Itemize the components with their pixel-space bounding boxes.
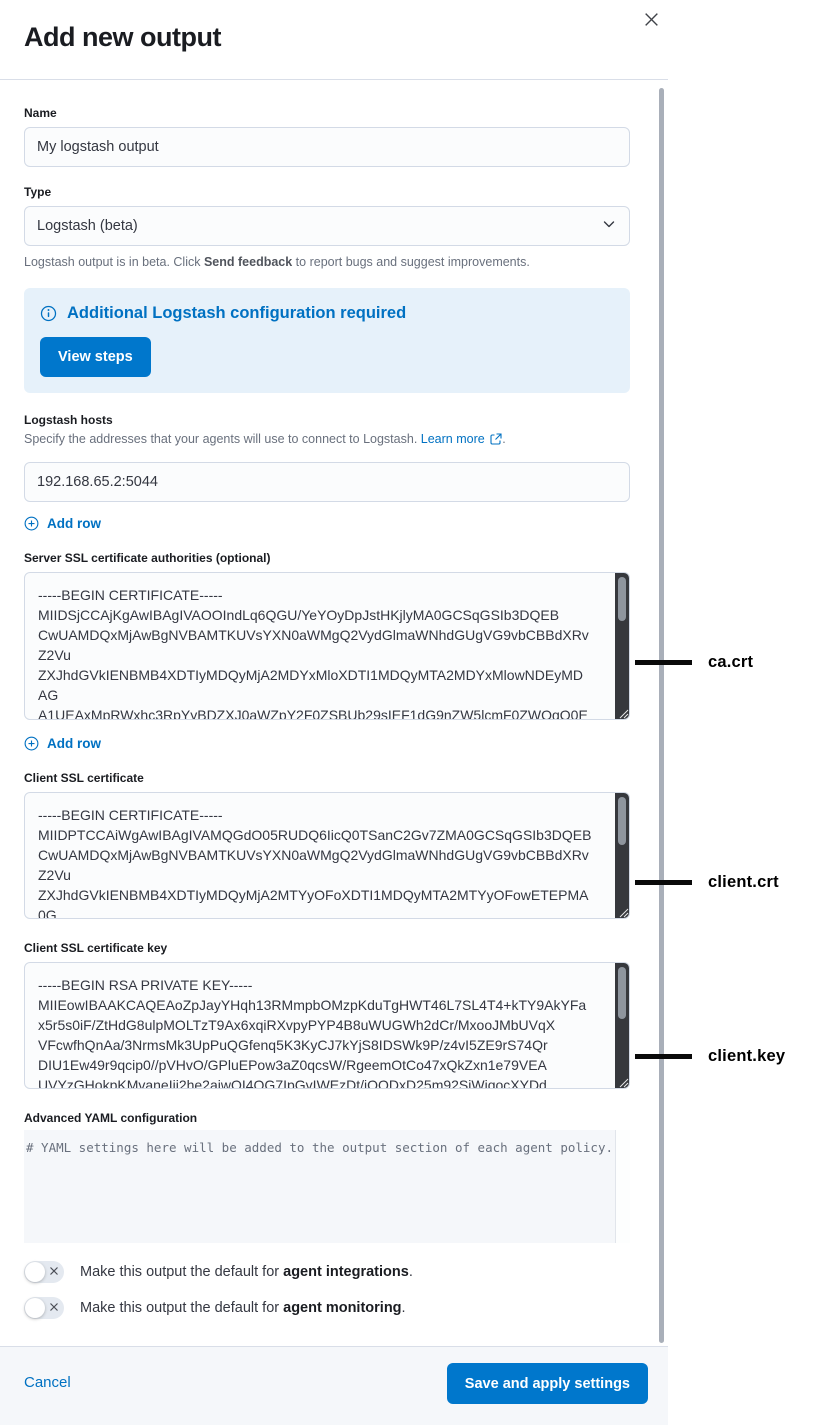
client-key-scrollbar[interactable] — [615, 963, 629, 1088]
hosts-add-row-label: Add row — [47, 516, 101, 531]
annotation-ca-crt — [635, 653, 753, 672]
toggle-knob — [25, 1262, 45, 1282]
ssl-ca-textarea-wrap — [24, 572, 630, 720]
ssl-ca-textarea[interactable] — [25, 573, 613, 719]
annotation-label: client.crt — [708, 873, 779, 891]
annotation-line — [635, 1054, 692, 1059]
flyout-scrollbar[interactable] — [659, 88, 664, 1343]
default-monitoring-row — [24, 1297, 630, 1319]
flyout-footer — [0, 1346, 668, 1425]
client-key-textarea[interactable] — [25, 963, 613, 1088]
annotation-label: client.key — [708, 1047, 786, 1065]
toggle-knob — [25, 1298, 45, 1318]
yaml-label: Advanced YAML configuration — [24, 1111, 198, 1125]
yaml-form-row — [24, 1111, 630, 1243]
info-icon — [40, 305, 57, 322]
toggle-off-x-icon — [48, 1264, 60, 1282]
plus-circle-icon — [24, 736, 39, 751]
client-cert-textarea-wrap — [24, 792, 630, 919]
hosts-form-row — [24, 413, 630, 531]
name-form-row — [24, 106, 630, 167]
close-icon — [643, 11, 660, 31]
client-key-textarea-wrap — [24, 962, 630, 1089]
type-help-text: Logstash output is in beta. Click Send feedback to report bugs and suggest improvements. — [24, 255, 530, 269]
ssl-ca-scrollbar[interactable] — [615, 573, 629, 719]
hosts-label: Logstash hosts — [24, 413, 113, 427]
page-title: Add new output — [24, 22, 221, 52]
cancel-button[interactable]: Cancel — [24, 1374, 71, 1391]
hosts-help-text: Specify the addresses that your agents will use to connect to Logstash. Learn more . — [24, 431, 630, 450]
default-integrations-toggle[interactable] — [24, 1261, 64, 1283]
client-cert-label: Client SSL certificate — [24, 771, 144, 785]
resize-handle-icon[interactable] — [615, 705, 629, 719]
close-button[interactable] — [638, 8, 664, 34]
annotation-line — [635, 660, 692, 665]
client-cert-textarea[interactable] — [25, 793, 613, 918]
resize-handle-icon[interactable] — [615, 1074, 629, 1088]
client-key-form-row — [24, 941, 630, 1089]
view-steps-button[interactable]: View steps — [40, 337, 151, 377]
save-and-apply-button[interactable]: Save and apply settings — [447, 1363, 648, 1404]
flyout-body — [0, 106, 668, 1319]
default-integrations-label: Make this output the default for agent integrations. — [80, 1264, 413, 1280]
ssl-ca-add-row-label: Add row — [47, 736, 101, 751]
learn-more-link[interactable]: Learn more — [420, 432, 485, 446]
logstash-config-callout — [24, 288, 630, 393]
name-input[interactable] — [24, 127, 630, 167]
ssl-ca-add-row-button[interactable] — [24, 736, 101, 751]
yaml-editor[interactable] — [24, 1130, 614, 1243]
client-cert-form-row — [24, 771, 630, 919]
type-form-row — [24, 185, 630, 271]
resize-handle-icon[interactable] — [615, 904, 629, 918]
annotation-line — [635, 880, 692, 885]
client-key-label: Client SSL certificate key — [24, 941, 168, 955]
ssl-ca-form-row — [24, 551, 630, 751]
callout-title: Additional Logstash configuration required — [67, 304, 407, 322]
ssl-ca-label: Server SSL certificate authorities (optional) — [24, 551, 271, 565]
type-select-value: Logstash (beta) — [37, 218, 138, 234]
annotation-client-crt — [635, 873, 779, 892]
default-monitoring-label: Make this output the default for agent monitoring. — [80, 1300, 406, 1316]
toggle-off-x-icon — [48, 1300, 60, 1318]
yaml-editor-wrap — [24, 1130, 630, 1243]
default-integrations-row — [24, 1261, 630, 1283]
annotation-client-key — [635, 1047, 785, 1066]
chevron-down-icon — [601, 216, 617, 236]
client-cert-scrollbar[interactable] — [615, 793, 629, 918]
type-label: Type — [24, 185, 52, 199]
annotation-label: ca.crt — [708, 653, 754, 671]
external-link-icon — [490, 433, 502, 450]
hosts-input[interactable] — [24, 462, 630, 502]
plus-circle-icon — [24, 516, 39, 531]
type-select[interactable] — [24, 206, 630, 246]
name-label: Name — [24, 106, 57, 120]
hosts-add-row-button[interactable] — [24, 516, 101, 531]
yaml-editor-scroll-gutter[interactable] — [615, 1130, 630, 1243]
default-monitoring-toggle[interactable] — [24, 1297, 64, 1319]
flyout-header — [0, 0, 668, 80]
